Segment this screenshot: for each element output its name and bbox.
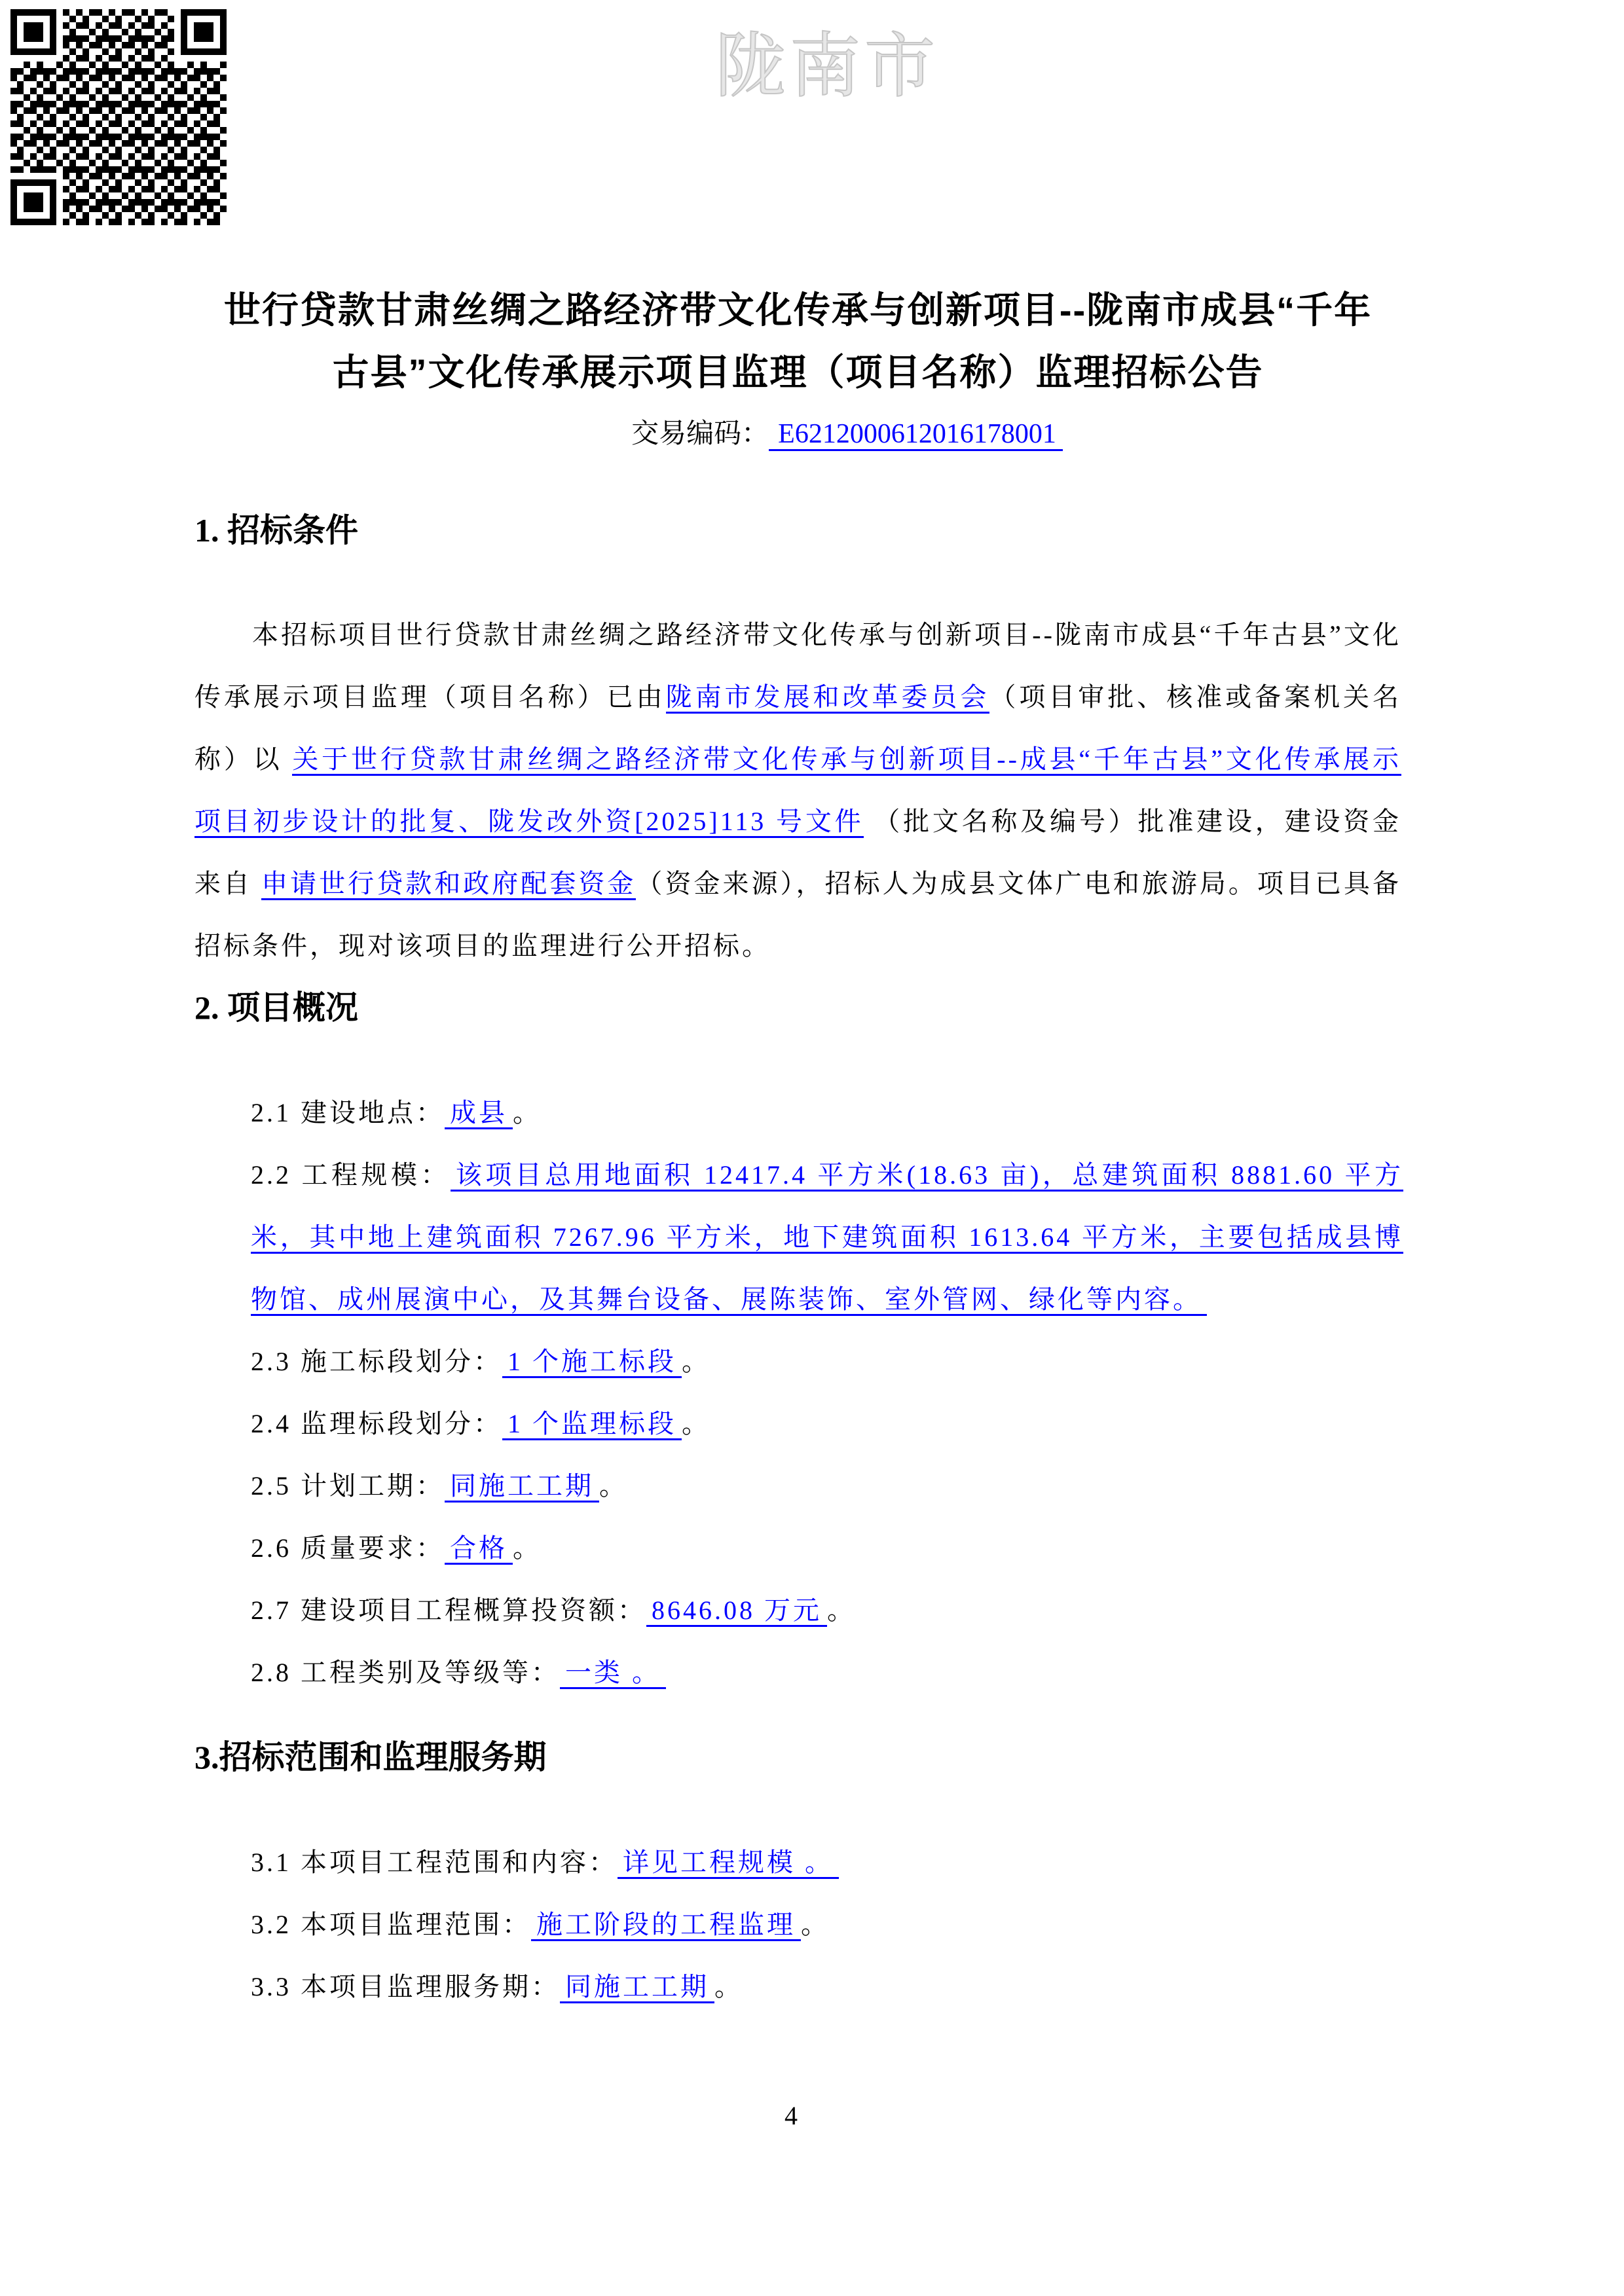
list-item	[251, 1956, 1403, 2018]
item-value-link[interactable]: 该项目总用地面积 12417.4 平方米(18.63 亩)，总建筑面积 8881.60 平方米，其中地上建筑面积 7267.96 平方米，地下建筑面积 1613.64 平方米，主要包括成县博物馆、成州展演中心，及其舞台设备、展陈装饰、室外管网、绿化等内容。	[251, 1160, 1403, 1316]
item-value-link[interactable]: 一类 。	[560, 1658, 666, 1689]
item-suffix: 。	[513, 1533, 542, 1563]
section-heading-2: 2. 项目概况	[194, 989, 358, 1026]
approval-document-link[interactable]: 关于世行贷款甘肃丝绸之路经济带文化传承与创新项目--成县“千年古县”文化传承展示项目初步设计的批复、陇发改外资[2025]113 号文件	[194, 744, 1401, 838]
trade-code-link[interactable]: E6212000612016178001	[769, 419, 1063, 451]
trade-code-label: 交易编码：	[631, 419, 769, 449]
item-label: 2.6 质量要求：	[251, 1533, 445, 1563]
item-suffix: 。	[682, 1409, 710, 1438]
item-value-link[interactable]: 合格	[445, 1533, 513, 1565]
item-label: 2.5 计划工期：	[251, 1471, 445, 1501]
item-value-link[interactable]: 同施工工期	[560, 1972, 714, 2003]
trade-code-row	[244, 403, 1450, 465]
section3-items	[251, 1831, 1403, 2018]
intro-text: 本招标项目世行贷款甘肃丝绸之路经济带文化传承与创新项目--陇南市成县“千年古县”文化传承展示项目监理（项目名称）已由	[194, 620, 1401, 712]
section-heading-3: 3.招标范围和监理服务期	[194, 1739, 547, 1776]
list-item	[251, 1517, 1403, 1579]
item-value-link[interactable]: 成县	[445, 1098, 513, 1129]
item-value-link[interactable]: 施工阶段的工程监理	[531, 1910, 801, 1941]
item-value-link[interactable]: 详见工程规模 。	[618, 1848, 839, 1879]
list-item	[251, 1831, 1403, 1893]
item-suffix: 。	[827, 1595, 856, 1625]
item-label: 2.8 工程类别及等级等：	[251, 1658, 560, 1687]
item-label: 2.3 施工标段划分：	[251, 1347, 502, 1376]
funding-source-link[interactable]: 申请世行贷款和政府配套资金	[261, 869, 636, 900]
item-value-link[interactable]: 8646.08 万元	[646, 1595, 827, 1627]
document-body	[194, 279, 1404, 2018]
intro-text: （项目审批、核准或备案机关名称）以	[194, 682, 1402, 774]
list-item	[251, 1641, 1403, 1704]
item-suffix: 。	[513, 1098, 542, 1127]
list-item	[251, 1579, 1403, 1641]
qr-code	[10, 9, 227, 225]
city-watermark: 陇南市	[715, 28, 940, 106]
item-label: 3.3 本项目监理服务期：	[251, 1972, 560, 2001]
item-suffix: 。	[682, 1347, 710, 1376]
page-title-line1: 世行贷款甘肃丝绸之路经济带文化传承与创新项目--陇南市成县“千年	[223, 289, 1373, 331]
item-suffix: 。	[599, 1471, 628, 1501]
item-label: 3.2 本项目监理范围：	[251, 1910, 531, 1939]
item-label: 2.1 建设地点：	[251, 1098, 445, 1127]
list-item	[251, 1393, 1403, 1455]
item-label: 2.2 工程规模：	[251, 1160, 451, 1190]
intro-paragraph	[194, 604, 1401, 977]
section-heading-1: 1. 招标条件	[194, 512, 358, 549]
item-value-link[interactable]: 1 个施工标段	[502, 1347, 682, 1378]
section2-items	[251, 1082, 1403, 1704]
item-label: 2.4 监理标段划分：	[251, 1409, 502, 1438]
item-value-link[interactable]: 同施工工期	[445, 1471, 599, 1503]
item-suffix: 。	[801, 1910, 830, 1939]
page-title	[194, 279, 1401, 403]
item-value-link[interactable]: 1 个监理标段	[502, 1409, 682, 1440]
list-item	[251, 1144, 1403, 1330]
page-number: 4	[784, 2101, 798, 2130]
list-item	[251, 1330, 1403, 1393]
list-item	[251, 1082, 1403, 1144]
list-item	[251, 1455, 1403, 1517]
item-label: 3.1 本项目工程范围和内容：	[251, 1848, 618, 1877]
item-suffix: 。	[714, 1972, 743, 2001]
page-title-line2: 古县”文化传承展示项目监理（项目名称）监理招标公告	[332, 352, 1264, 393]
item-label: 2.7 建设项目工程概算投资额：	[251, 1595, 646, 1625]
approval-authority-link[interactable]: 陇南市发展和改革委员会	[666, 682, 990, 714]
intro-text: （资金来源），招标人为成县文体广电和旅游局。项目已具备招标条件，现对该项目的监理进行公开招标。	[194, 869, 1402, 960]
intro-text: （批文名称及编号）批准建设，建设资金来自	[194, 807, 1402, 898]
list-item	[251, 1893, 1403, 1956]
